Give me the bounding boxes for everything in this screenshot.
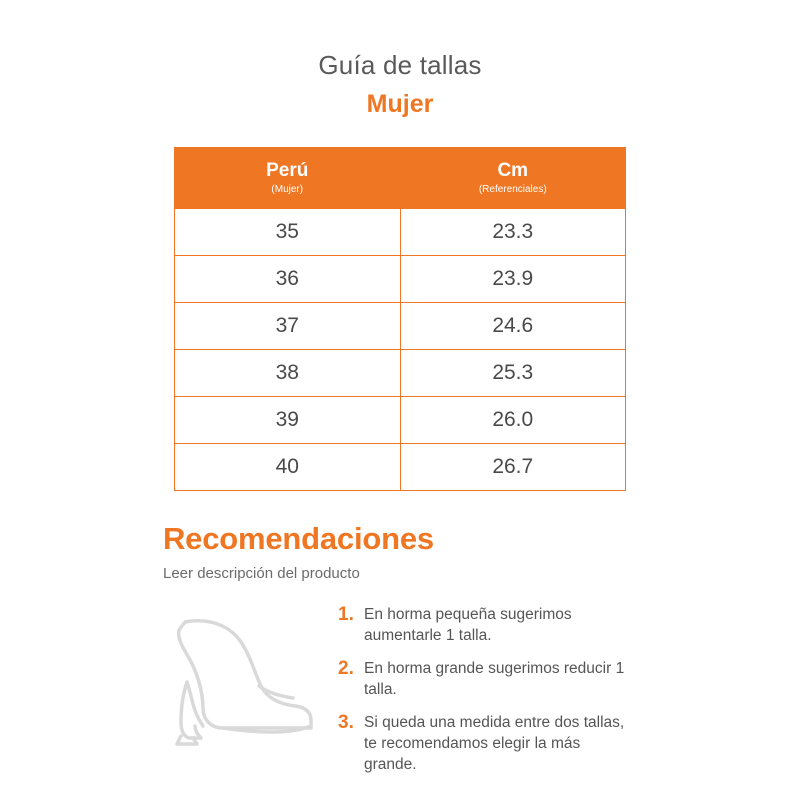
size-table-head bbox=[175, 148, 626, 209]
recommendations-section bbox=[0, 521, 800, 787]
column-header-peru-label: Perú bbox=[266, 160, 309, 181]
table-row bbox=[175, 209, 626, 256]
list-item-text: En horma pequeña sugerimos aumentarle 1 talla. bbox=[364, 606, 572, 644]
cell-peru: 35 bbox=[175, 209, 401, 256]
column-header-cm-label: Cm bbox=[497, 160, 529, 181]
page-subtitle: Mujer bbox=[366, 90, 434, 118]
table-header-row bbox=[175, 148, 626, 209]
page-header bbox=[0, 0, 800, 119]
table-row bbox=[175, 397, 626, 444]
size-table bbox=[174, 147, 626, 491]
cell-cm: 26.0 bbox=[400, 397, 626, 444]
cell-peru: 37 bbox=[175, 303, 401, 350]
cell-cm: 23.9 bbox=[400, 256, 626, 303]
recommendations-body bbox=[163, 600, 800, 787]
recommendations-subtitle: Leer descripción del producto bbox=[163, 565, 360, 582]
list-item-text: En horma grande sugerimos reducir 1 talla. bbox=[364, 660, 625, 698]
list-item-number: 1. bbox=[338, 604, 354, 625]
list-item-text: Si queda una medida entre dos tallas, te recomendamos elegir la más grande. bbox=[364, 714, 625, 773]
shoe-illustration-container bbox=[163, 600, 338, 763]
recommendations-title: Recomendaciones bbox=[163, 521, 434, 556]
column-header-peru-note: (Mujer) bbox=[271, 184, 304, 195]
cell-cm: 26.7 bbox=[400, 444, 626, 491]
list-item-number: 3. bbox=[338, 712, 354, 733]
list-item-number: 2. bbox=[338, 658, 354, 679]
list-item bbox=[338, 604, 800, 646]
cell-peru: 36 bbox=[175, 256, 401, 303]
cell-peru: 38 bbox=[175, 350, 401, 397]
cell-peru: 40 bbox=[175, 444, 401, 491]
page-title: Guía de tallas bbox=[318, 50, 482, 80]
table-row bbox=[175, 256, 626, 303]
size-table-body bbox=[175, 209, 626, 491]
high-heel-shoe-icon bbox=[163, 608, 333, 758]
list-item bbox=[338, 712, 800, 775]
cell-cm: 23.3 bbox=[400, 209, 626, 256]
cell-cm: 24.6 bbox=[400, 303, 626, 350]
cell-cm: 25.3 bbox=[400, 350, 626, 397]
size-table-container bbox=[174, 147, 626, 491]
cell-peru: 39 bbox=[175, 397, 401, 444]
list-item bbox=[338, 658, 800, 700]
recommendations-list bbox=[338, 600, 800, 787]
table-row bbox=[175, 303, 626, 350]
table-row bbox=[175, 350, 626, 397]
column-header-peru bbox=[175, 148, 401, 209]
table-row bbox=[175, 444, 626, 491]
column-header-cm bbox=[400, 148, 626, 209]
column-header-cm-note: (Referenciales) bbox=[478, 184, 547, 195]
